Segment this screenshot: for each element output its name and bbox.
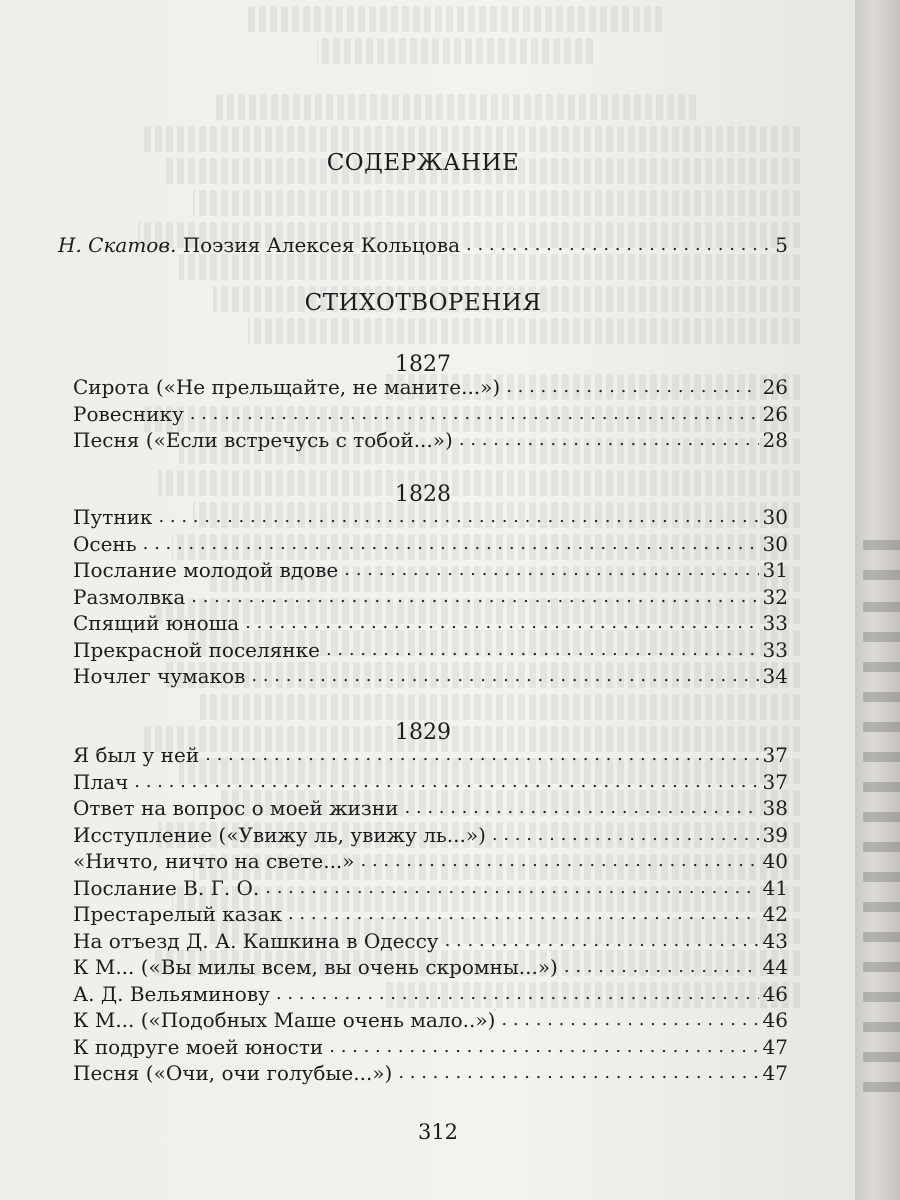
toc-entry xyxy=(73,557,788,583)
leader-dots xyxy=(404,795,758,821)
entry-page: 47 xyxy=(762,1061,788,1085)
entry-page: 46 xyxy=(762,981,788,1006)
entry-page: 37 xyxy=(762,769,788,794)
leader-dots xyxy=(361,848,759,874)
entry-title: Сирота («Не прельщайте, не маните...») xyxy=(73,375,501,399)
intro-entry xyxy=(58,232,788,258)
toc-entry xyxy=(73,637,788,663)
entry-page: 33 xyxy=(762,611,788,635)
leader-dots xyxy=(265,875,758,901)
toc-entry xyxy=(73,374,788,400)
entry-title: Песня («Если встречусь с тобой...») xyxy=(73,428,453,452)
entry-page: 43 xyxy=(762,928,788,953)
leader-dots xyxy=(205,742,758,768)
entry-page: 34 xyxy=(762,664,788,688)
entry-title: Исступление («Увижу ль, увижу ль...») xyxy=(73,822,486,847)
toc-entry xyxy=(73,769,788,795)
entry-title: Прекрасной поселянке xyxy=(73,637,320,662)
toc-entry xyxy=(73,901,788,927)
next-page-edge xyxy=(855,0,900,1200)
toc-entry xyxy=(73,663,788,689)
entry-title: Осень xyxy=(73,531,137,556)
intro-title: Поэзия Алексея Кольцова xyxy=(182,233,460,257)
toc-entry xyxy=(73,610,788,636)
leader-dots xyxy=(276,981,759,1007)
toc-entry xyxy=(73,504,788,530)
entry-title: «Ничто, ничто на свете...» xyxy=(73,849,355,873)
entry-title: К подруге моей юности xyxy=(73,1034,324,1059)
toc-entry xyxy=(73,795,788,821)
entry-title: Ответ на вопрос о моей жизни xyxy=(73,796,399,820)
toc-entry xyxy=(73,531,788,557)
entry-page: 37 xyxy=(762,743,788,767)
entry-page: 32 xyxy=(762,584,788,609)
toc-entry xyxy=(73,427,788,453)
entry-page: 31 xyxy=(762,558,788,582)
leader-dots xyxy=(344,557,758,583)
toc-entry xyxy=(73,981,788,1007)
entry-title: Песня («Очи, очи голубые...») xyxy=(73,1061,393,1085)
year-heading: 1827 xyxy=(395,352,451,377)
leader-dots xyxy=(326,637,759,663)
entry-page: 33 xyxy=(762,637,788,662)
leader-dots xyxy=(564,954,759,980)
leader-dots xyxy=(251,663,758,689)
entry-title: Спящий юноша xyxy=(73,611,240,635)
leader-dots xyxy=(329,1034,758,1060)
entry-title: Ровеснику xyxy=(73,401,184,426)
entry-title: На отъезд Д. А. Кашкина в Одессу xyxy=(73,928,439,953)
leader-dots xyxy=(398,1060,758,1086)
entry-title: Ночлег чумаков xyxy=(73,664,246,688)
entry-page: 47 xyxy=(762,1034,788,1059)
leader-dots xyxy=(134,769,758,795)
toc-entry xyxy=(73,875,788,901)
entry-title: К М... («Подобных Маше очень мало..») xyxy=(73,1008,496,1032)
toc-entry xyxy=(73,822,788,848)
year-heading: 1829 xyxy=(395,720,451,745)
entry-page: 41 xyxy=(762,875,788,900)
year-heading: 1828 xyxy=(395,482,451,507)
toc-entry xyxy=(73,584,788,610)
entry-page: 26 xyxy=(762,401,788,426)
entry-title: Послание молодой вдове xyxy=(73,558,339,582)
entry-title: Престарелый казак xyxy=(73,902,282,926)
leader-dots xyxy=(190,401,759,427)
entry-page: 42 xyxy=(762,902,788,926)
leader-dots xyxy=(445,928,759,954)
leader-dots xyxy=(492,822,759,848)
intro-page: 5 xyxy=(775,233,788,257)
entry-title: А. Д. Вельяминову xyxy=(73,981,270,1006)
leader-dots xyxy=(501,1007,758,1033)
entry-page: 44 xyxy=(762,955,788,979)
entry-page: 26 xyxy=(762,375,788,399)
entry-title: Я был у ней xyxy=(73,743,200,767)
section-heading: СТИХОТВОРЕНИЯ xyxy=(304,290,542,316)
toc-entry xyxy=(73,954,788,980)
leader-dots xyxy=(191,584,758,610)
leader-dots xyxy=(288,901,759,927)
toc-entry xyxy=(73,742,788,768)
leader-dots xyxy=(158,504,758,530)
entry-page: 40 xyxy=(762,849,788,873)
entry-title: Послание В. Г. О. xyxy=(73,875,260,900)
entry-page: 39 xyxy=(762,822,788,847)
entry-page: 46 xyxy=(762,1008,788,1032)
contents-heading: СОДЕРЖАНИЕ xyxy=(326,150,520,176)
intro-author: Н. Скатов. xyxy=(58,233,177,257)
entry-title: Путник xyxy=(73,505,153,529)
toc-entry xyxy=(73,848,788,874)
entry-title: К М... («Вы милы всем, вы очень скромны...») xyxy=(73,955,558,979)
toc-entry xyxy=(73,1034,788,1060)
leader-dots xyxy=(245,610,758,636)
toc-entry xyxy=(73,1007,788,1033)
leader-dots xyxy=(506,374,758,400)
entry-title: Размолвка xyxy=(73,584,186,609)
leader-dots xyxy=(459,427,759,453)
toc-entry xyxy=(73,1060,788,1086)
entry-page: 30 xyxy=(762,531,788,556)
entry-page: 38 xyxy=(762,796,788,820)
entry-page: 30 xyxy=(762,505,788,529)
page-number: 312 xyxy=(417,1120,459,1144)
toc-entry xyxy=(73,928,788,954)
leader-dots xyxy=(143,531,759,557)
toc-entry xyxy=(73,401,788,427)
entry-title: Плач xyxy=(73,769,129,794)
entry-page: 28 xyxy=(762,428,788,452)
leader-dots xyxy=(466,232,771,258)
